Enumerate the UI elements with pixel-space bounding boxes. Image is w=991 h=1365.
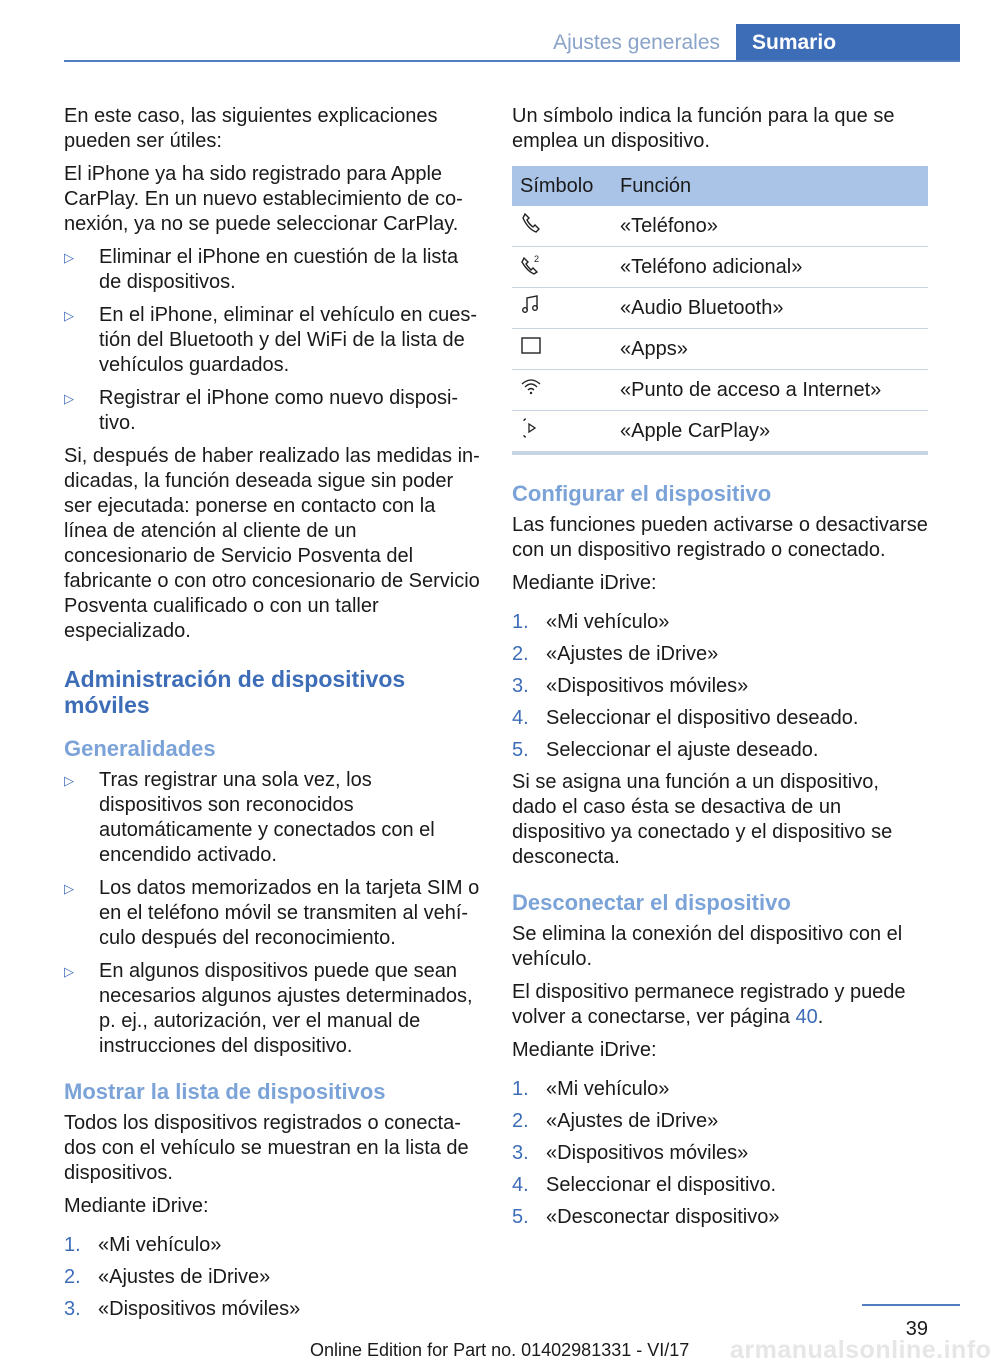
table-row — [512, 288, 928, 329]
music-note-icon — [520, 294, 542, 316]
table-header-function: Función — [612, 166, 928, 206]
page-link[interactable]: 40 — [795, 1006, 818, 1028]
function-label: «Apps» — [612, 329, 928, 370]
function-label: «Audio Bluetooth» — [612, 288, 928, 329]
table-row — [512, 411, 928, 454]
function-label: «Punto de acceso a Internet» — [612, 370, 928, 411]
apps-icon — [520, 335, 542, 357]
intro-paragraph: En este caso, las siguientes explicaciones pueden ser útiles: — [64, 105, 438, 152]
header-section-title: Ajustes generales — [553, 31, 720, 54]
watermark: armanualsonline.info — [730, 1336, 991, 1364]
subsection-heading: Generalidades — [64, 736, 216, 761]
bullet-triangle-icon: ▷ — [64, 773, 74, 788]
body-paragraph: Todos los dispositivos registrados o conectados con el vehículo se muestran en la lista de dispositivos. — [64, 1112, 469, 1184]
header-divider — [64, 60, 960, 62]
body-paragraph: Se elimina la conexión del dispositivo con el vehículo. — [512, 923, 903, 970]
step-item: 2. «Ajustes de iDrive» — [512, 643, 719, 665]
intro-paragraph: El iPhone ya ha sido registrado para Apple CarPlay. En un nuevo establecimiento de conexión, ya no se puede seleccionar CarPlay. — [64, 163, 463, 235]
table-row — [512, 247, 928, 288]
table-row — [512, 206, 928, 247]
body-paragraph: Si se asigna una función a un dispositivo, dado el caso ésta se desactiva de un dispositivo ya conectado y el dispositivo se desconecta. — [512, 771, 893, 868]
step-item: 2. «Ajustes de iDrive» — [512, 1110, 719, 1132]
subsection-heading: Desconectar el dispositivo — [512, 890, 791, 915]
wifi-icon — [520, 376, 542, 398]
additional-phone-icon — [520, 253, 542, 275]
list-item: ▷ Tras registrar una sola vez, los dispositivos son reconocidos automáticamente y conectados con el encendido activado. — [64, 769, 435, 866]
table-header-row — [512, 166, 928, 206]
intro-paragraph: Un símbolo indica la función para la que se emplea un dispositivo. — [512, 105, 895, 152]
header-tab-summary[interactable]: Sumario — [736, 24, 960, 62]
step-item: 5. Seleccionar el ajuste deseado. — [512, 739, 819, 761]
list-item: ▷ Los datos memorizados en la tarjeta SIM o en el teléfono móvil se transmiten al vehículo después del reconocimiento. — [64, 877, 480, 949]
bullet-triangle-icon: ▷ — [64, 391, 74, 406]
step-item: 2. «Ajustes de iDrive» — [64, 1266, 271, 1288]
function-label: «Teléfono» — [612, 206, 928, 247]
step-item: 3. «Dispositivos móviles» — [512, 1142, 749, 1164]
footer-divider — [862, 1304, 960, 1306]
idrive-label: Mediante iDrive: — [64, 1195, 209, 1217]
carplay-icon — [520, 417, 542, 439]
section-heading: Administración de dispositivos móviles — [64, 666, 406, 718]
step-item: 5. «Desconectar dispositivo» — [512, 1206, 780, 1228]
list-item: ▷ Eliminar el iPhone en cuestión de la lista de dispositivos. — [64, 246, 459, 293]
list-item: ▷ En algunos dispositivos puede que sean necesarios algunos ajustes determinados, p. ej., autorización, ver el manual de instrucciones del dispositivo. — [64, 960, 473, 1057]
bullet-triangle-icon: ▷ — [64, 964, 74, 979]
bullet-triangle-icon: ▷ — [64, 881, 74, 896]
page-number: 39 — [905, 1318, 928, 1340]
subsection-heading: Mostrar la lista de dispositivos — [64, 1079, 386, 1104]
idrive-label: Mediante iDrive: — [512, 572, 657, 594]
step-item: 4. Seleccionar el dispositivo deseado. — [512, 707, 859, 729]
function-label: «Teléfono adicional» — [612, 247, 928, 288]
left-column — [64, 104, 480, 1329]
table-row — [512, 329, 928, 370]
body-paragraph: El dispositivo permanece registrado y puede volver a conectarse, ver página 40. — [512, 981, 906, 1028]
list-item: ▷ En el iPhone, eliminar el vehículo en cuestión del Bluetooth y del WiFi de la lista de vehículos guardados. — [64, 304, 477, 376]
symbol-table — [512, 166, 928, 455]
function-label: «Apple CarPlay» — [612, 411, 928, 454]
step-item: 1. «Mi vehículo» — [512, 611, 670, 633]
table-row — [512, 370, 928, 411]
idrive-label: Mediante iDrive: — [512, 1039, 657, 1061]
phone-icon — [520, 212, 542, 234]
step-item: 3. «Dispositivos móviles» — [64, 1298, 301, 1320]
step-item: 3. «Dispositivos móviles» — [512, 675, 749, 697]
bullet-triangle-icon: ▷ — [64, 308, 74, 323]
subsection-heading: Configurar el dispositivo — [512, 481, 772, 506]
table-header-symbol: Símbolo — [512, 166, 612, 206]
right-column — [512, 104, 928, 1237]
step-item: 1. «Mi vehículo» — [512, 1078, 670, 1100]
bullet-triangle-icon: ▷ — [64, 250, 74, 265]
body-paragraph: Si, después de haber realizado las medidas indicadas, la función deseada sigue sin poder ser ejecutada: ponerse en contacto con la línea de atención al cliente de un concesionario de Servicio Posventa del fabricante o con otro concesionario de Servicio Posventa cualificado o con un taller especializado. — [64, 445, 480, 642]
body-paragraph: Las funciones pueden activarse o desactivarse con un dispositivo registrado o conectado. — [512, 514, 928, 561]
step-item: 4. Seleccionar el dispositivo. — [512, 1174, 777, 1196]
svg-text:2: 2 — [534, 253, 540, 264]
edition-footer: Online Edition for Part no. 01402981331 - VI/17 — [310, 1340, 690, 1360]
list-item: ▷ Registrar el iPhone como nuevo dispositivo. — [64, 387, 459, 434]
step-item: 1. «Mi vehículo» — [64, 1234, 222, 1256]
